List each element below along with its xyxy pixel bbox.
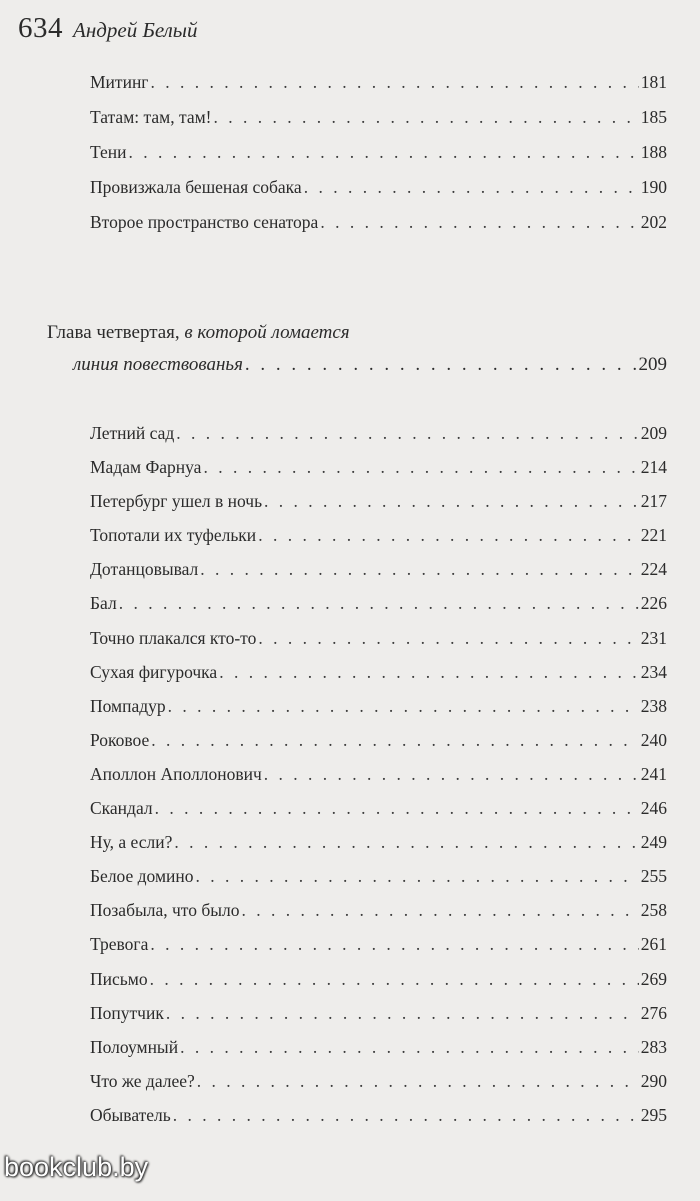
toc-entry-page: 234 bbox=[640, 661, 667, 682]
toc-entry bbox=[90, 627, 667, 661]
dot-leader bbox=[150, 968, 639, 990]
dot-leader bbox=[166, 1002, 639, 1024]
toc-entry-title: Роковое bbox=[90, 729, 150, 750]
toc-entry-page: 238 bbox=[640, 695, 667, 716]
toc-section-chapter-three bbox=[90, 71, 667, 246]
toc-entry bbox=[90, 1104, 667, 1138]
watermark: bookclub.by bbox=[4, 1152, 149, 1182]
toc-entry bbox=[90, 211, 667, 246]
toc-entry bbox=[90, 695, 667, 729]
toc-entry bbox=[90, 1036, 667, 1070]
toc-entry-page: 269 bbox=[640, 968, 667, 989]
toc-entry bbox=[90, 524, 667, 558]
toc-entry bbox=[90, 592, 667, 626]
dot-leader bbox=[180, 1036, 639, 1058]
toc-entry bbox=[90, 558, 667, 592]
toc-entry-page: 249 bbox=[640, 832, 667, 853]
toc-entry-page: 209 bbox=[640, 423, 667, 443]
toc-entry-title: Топотали их туфельки bbox=[90, 525, 257, 546]
dot-leader bbox=[320, 211, 638, 233]
dot-leader bbox=[174, 831, 638, 853]
dot-leader bbox=[203, 456, 638, 478]
page-header bbox=[18, 12, 198, 52]
toc-entry-title: Что же далее? bbox=[90, 1070, 195, 1091]
chapter-subtitle-part2: линия повествованья bbox=[73, 354, 243, 375]
dot-leader bbox=[150, 933, 638, 955]
chapter-heading-line2 bbox=[73, 350, 667, 380]
dot-leader bbox=[245, 350, 637, 380]
toc-entry-page: 295 bbox=[640, 1104, 667, 1125]
toc-entry-title: Мадам Фарнуа bbox=[90, 457, 202, 478]
toc-entry-title: Бал bbox=[90, 593, 117, 614]
toc-entry-page: 290 bbox=[640, 1070, 667, 1091]
toc-entry-page: 181 bbox=[640, 72, 667, 92]
toc-entry-title: Письмо bbox=[90, 968, 148, 989]
toc-entry-title: Попутчик bbox=[90, 1002, 164, 1023]
toc-entry bbox=[90, 729, 667, 763]
toc-entry bbox=[90, 865, 667, 899]
toc-entry-page: 246 bbox=[640, 798, 667, 819]
toc-entry-title: Летний сад bbox=[90, 423, 175, 443]
toc-entry bbox=[90, 933, 667, 967]
dot-leader bbox=[150, 71, 638, 93]
toc-entry-page: 241 bbox=[640, 763, 667, 784]
toc-entry-page: 276 bbox=[640, 1002, 667, 1023]
toc-entry-title: Тени bbox=[90, 142, 127, 162]
toc-entry-title: Татам: там, там! bbox=[90, 107, 212, 127]
toc-entry-page: 283 bbox=[640, 1036, 667, 1057]
toc-entry bbox=[90, 422, 667, 456]
toc-entry-page: 231 bbox=[640, 627, 667, 648]
toc-entry-title: Петербург ушел в ночь bbox=[90, 491, 263, 512]
chapter-label: Глава четвертая, bbox=[47, 322, 180, 343]
toc-entry bbox=[90, 763, 667, 797]
dot-leader bbox=[219, 661, 639, 683]
toc-entry-page: 202 bbox=[640, 212, 667, 232]
toc-entry bbox=[90, 968, 667, 1002]
toc-entry-page: 221 bbox=[640, 525, 667, 546]
toc-entry-title: Ну, а если? bbox=[90, 832, 173, 853]
dot-leader bbox=[258, 627, 638, 649]
toc-entry bbox=[90, 831, 667, 865]
dot-leader bbox=[155, 797, 639, 819]
chapter-heading bbox=[47, 316, 667, 380]
toc-entry-title: Помпадур bbox=[90, 695, 166, 716]
toc-entry bbox=[90, 899, 667, 933]
toc-entry-page: 224 bbox=[640, 559, 667, 580]
toc-entry-title: Сухая фигурочка bbox=[90, 661, 218, 682]
toc-entry-page: 255 bbox=[640, 866, 667, 887]
chapter-subtitle-part1: в которой ломается bbox=[184, 322, 350, 343]
toc-entry-title: Митинг bbox=[90, 72, 149, 92]
toc-section-chapter-four bbox=[90, 422, 667, 1138]
dot-leader bbox=[168, 695, 639, 717]
dot-leader bbox=[200, 558, 638, 580]
toc-entry-title: Дотанцовывал bbox=[90, 559, 199, 580]
toc-entry bbox=[90, 1002, 667, 1036]
dot-leader bbox=[119, 592, 639, 614]
toc-entry-title: Белое домино bbox=[90, 866, 194, 887]
toc-entry-page: 185 bbox=[640, 107, 667, 127]
toc-entry bbox=[90, 106, 667, 141]
toc-entry-title: Тревога bbox=[90, 934, 149, 955]
toc-entry bbox=[90, 661, 667, 695]
toc-entry-title: Скандал bbox=[90, 798, 153, 819]
dot-leader bbox=[264, 763, 639, 785]
toc-entry bbox=[90, 797, 667, 831]
dot-leader bbox=[173, 1104, 639, 1126]
dot-leader bbox=[304, 176, 639, 198]
dot-leader bbox=[196, 865, 639, 887]
toc-entry bbox=[90, 141, 667, 176]
toc-entry-page: 261 bbox=[640, 934, 667, 955]
toc-entry-page: 226 bbox=[640, 593, 667, 614]
dot-leader bbox=[176, 422, 638, 444]
running-head-author: Андрей Белый bbox=[73, 18, 198, 42]
toc-entry bbox=[90, 176, 667, 211]
toc-entry-title: Точно плакался кто-то bbox=[90, 627, 257, 648]
toc-entry-title: Обыватель bbox=[90, 1104, 171, 1125]
toc-entry-page: 188 bbox=[640, 142, 667, 162]
toc-entry bbox=[90, 1070, 667, 1104]
dot-leader bbox=[264, 490, 639, 512]
toc-entry-title: Полоумный bbox=[90, 1036, 179, 1057]
page-number: 634 bbox=[18, 12, 63, 44]
toc-entry-title: Второе пространство сенатора bbox=[90, 212, 319, 232]
toc-entry-title: Позабыла, что было bbox=[90, 900, 240, 921]
toc-entry-page: 240 bbox=[640, 729, 667, 750]
toc-entry-page: 214 bbox=[640, 457, 667, 478]
dot-leader bbox=[258, 524, 639, 546]
toc-entry bbox=[90, 456, 667, 490]
toc-entry bbox=[90, 490, 667, 524]
toc-entry-title: Провизжала бешеная собака bbox=[90, 177, 302, 197]
chapter-page: 209 bbox=[638, 354, 667, 375]
dot-leader bbox=[241, 899, 638, 921]
dot-leader bbox=[129, 141, 639, 163]
dot-leader bbox=[197, 1070, 639, 1092]
toc-entry-page: 190 bbox=[640, 177, 667, 197]
toc-entry-page: 217 bbox=[640, 491, 667, 512]
dot-leader bbox=[151, 729, 638, 751]
chapter-heading-line1 bbox=[47, 316, 667, 350]
toc-entry-title: Аполлон Аполлонович bbox=[90, 763, 262, 784]
toc-entry-page: 258 bbox=[640, 900, 667, 921]
dot-leader bbox=[214, 106, 639, 128]
toc-entry bbox=[90, 71, 667, 106]
